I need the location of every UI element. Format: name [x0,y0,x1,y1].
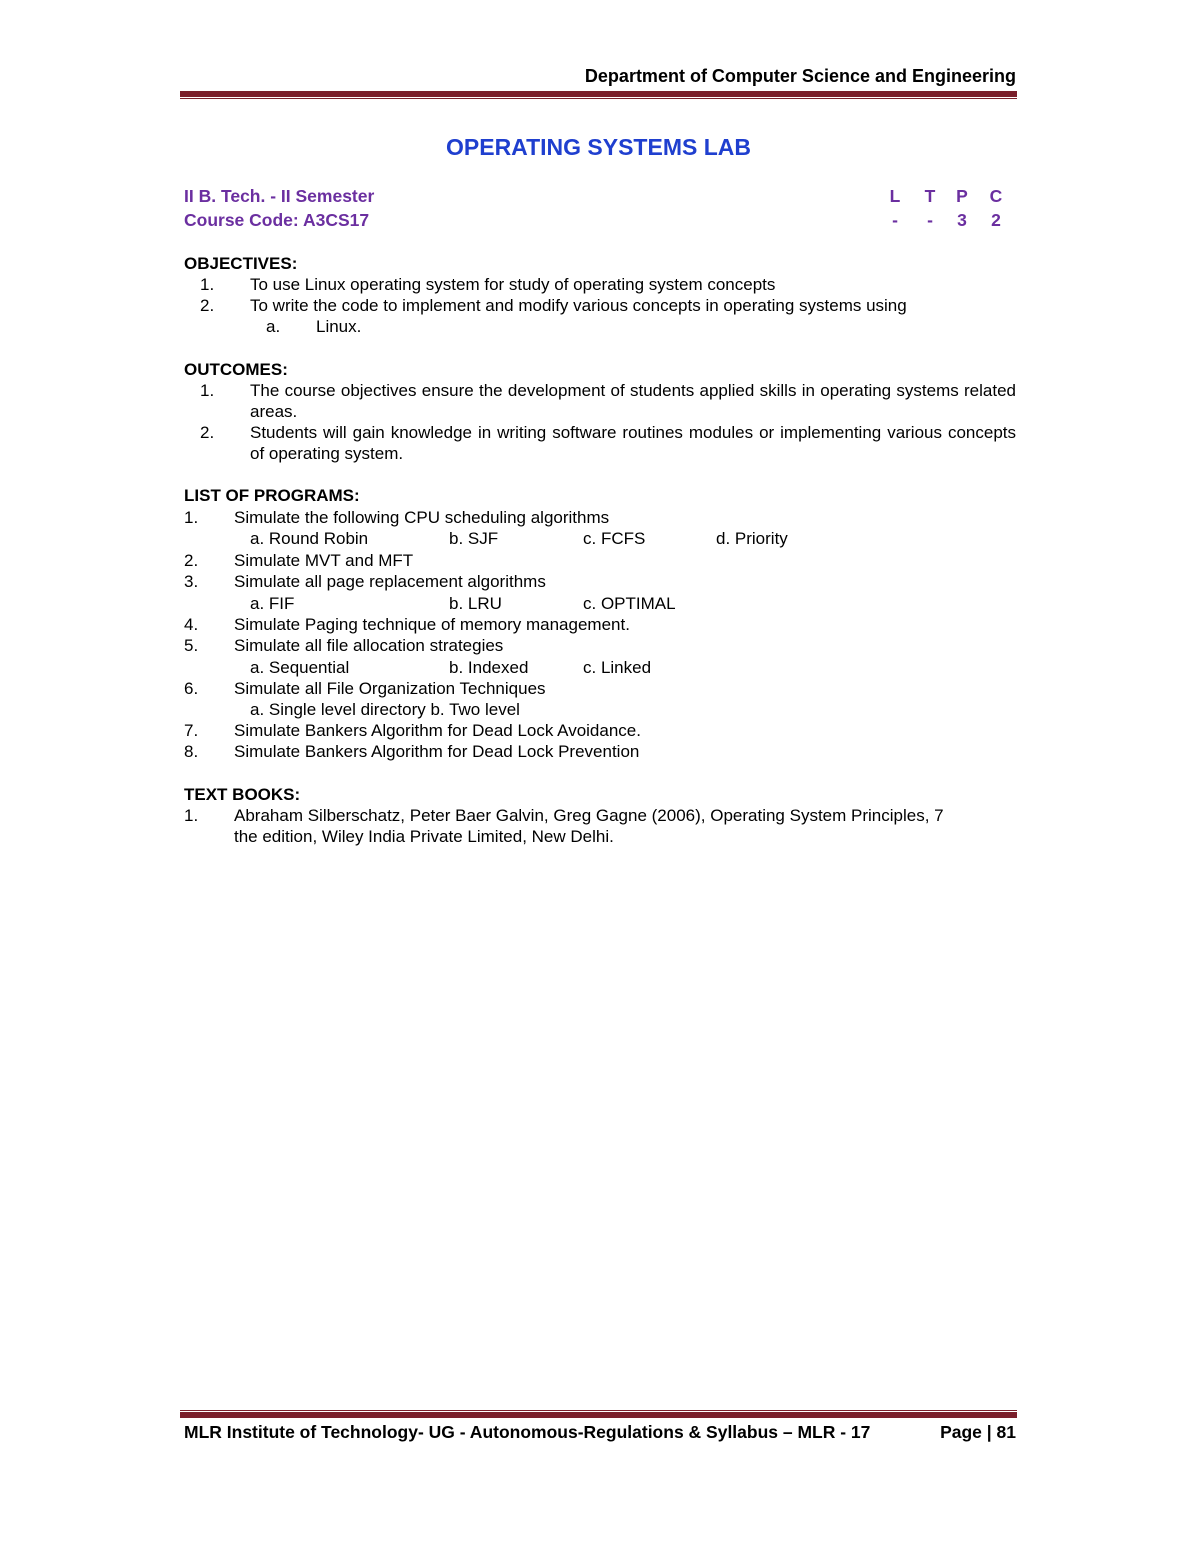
program-text: Simulate all File Organization Techniques [234,679,546,698]
outcomes-heading: OUTCOMES: [184,360,288,379]
program-subitem: c. FCFS [583,529,646,548]
program-text: Simulate MVT and MFT [234,551,414,570]
program-subitem: b. SJF [449,529,499,548]
objective-text: To use Linux operating system for study of operating system concepts [250,275,776,294]
course-code: Course Code: A3CS17 [184,210,370,230]
objective-number: 1. [200,275,215,294]
program-subitem: d. Priority [716,529,788,548]
program-subitem: c. OPTIMAL [583,594,676,613]
objectives-heading: OBJECTIVES: [184,254,298,273]
program-text: Simulate Bankers Algorithm for Dead Lock Avoidance. [234,721,641,740]
objective-sub-letter: a. [266,317,281,336]
ltpc-header-c: C [989,186,1003,206]
program-subitem: c. Linked [583,658,652,677]
textbooks-heading: TEXT BOOKS: [184,785,301,804]
program-number: 8. [184,742,199,761]
program-text: Simulate Paging technique of memory management. [234,615,630,634]
ltpc-header-t: T [924,186,936,206]
objective-number: 2. [200,296,215,315]
program-text: Simulate the following CPU scheduling algorithms [234,508,610,527]
footer-page-number: Page | 81 [940,1422,1016,1442]
program-subitem: b. LRU [449,594,502,613]
semester-label: II B. Tech. - II Semester [184,186,375,206]
program-text: Simulate all page replacement algorithms [234,572,546,591]
program-number: 1. [184,508,199,527]
program-subitem: a. FIF [250,594,295,613]
ltpc-value-l: - [892,210,898,230]
program-subitem: a. Round Robin [250,529,369,548]
program-number: 2. [184,551,199,570]
ltpc-value-c: 2 [991,210,1001,230]
program-text: Simulate Bankers Algorithm for Dead Lock Prevention [234,742,640,761]
textbook-text-line2: the edition, Wiley India Private Limited, New Delhi. [234,827,614,846]
outcome-number: 1. [200,381,215,400]
ltpc-header-l: L [889,186,901,206]
outcome-text: Students will gain knowledge in writing software routines modules or implementing various concepts of operating system. [250,423,1016,463]
program-number: 6. [184,679,199,698]
footer-rule-thin [180,1410,1017,1411]
program-number: 5. [184,636,199,655]
programs-heading: LIST OF PROGRAMS: [184,486,360,505]
department-header: Department of Computer Science and Engineering [584,66,1016,86]
objective-sub-text: Linux. [316,317,362,336]
footer-rule [180,1412,1017,1418]
outcome-number: 2. [200,423,215,442]
outcome-text: The course objectives ensure the development of students applied skills in operating systems related areas. [250,381,1016,421]
ltpc-header-p: P [956,186,968,206]
ltpc-value-t: - [927,210,933,230]
header-rule [180,91,1017,97]
program-number: 7. [184,721,199,740]
page-title: OPERATING SYSTEMS LAB [446,134,751,160]
program-number: 4. [184,615,199,634]
program-number: 3. [184,572,199,591]
header-rule-thin [180,98,1017,99]
program-subitem: a. Sequential [250,658,350,677]
program-subitem: b. Indexed [449,658,529,677]
page-footer [184,1422,1016,1443]
program-text: Simulate all file allocation strategies [234,636,504,655]
ltpc-value-p: 3 [957,210,967,230]
textbook-number: 1. [184,806,199,825]
footer-institution: MLR Institute of Technology- UG - Autonomous-Regulations & Syllabus – MLR - 17 [184,1422,871,1442]
objective-text: To write the code to implement and modify various concepts in operating systems using [250,296,907,315]
textbook-text-line1: Abraham Silberschatz, Peter Baer Galvin, Greg Gagne (2006), Operating System Principles, 7 [234,806,944,825]
program-subitem: a. Single level directory b. Two level [250,700,520,719]
